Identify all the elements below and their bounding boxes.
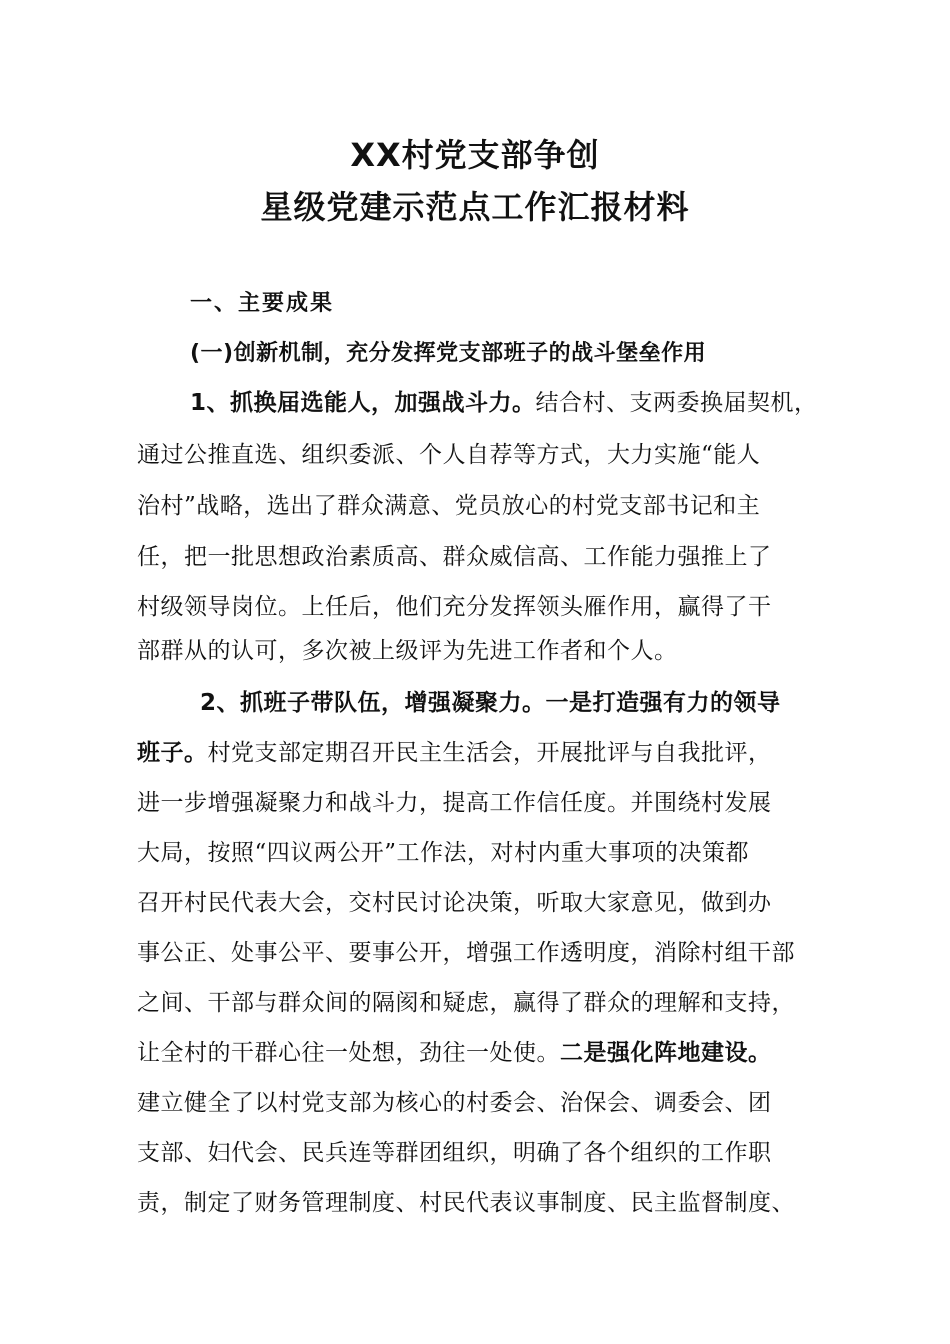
paragraph-2-line-6: 事公正、处事公平、要事公开，增强工作透明度，消除村组干部 bbox=[137, 940, 795, 966]
paragraph-2-bold-lead: 班子。 bbox=[137, 740, 208, 766]
paragraph-2-line-2-text: 村党支部定期召开民主生活会，开展批评与自我批评， bbox=[207, 740, 772, 766]
paragraph-1-line-4: 任，把一批思想政治素质高、群众威信高、工作能力强推上了 bbox=[137, 544, 772, 570]
paragraph-2-line-3: 进一步增强凝聚力和战斗力，提高工作信任度。并围绕村发展 bbox=[137, 790, 772, 816]
paragraph-2-line-11: 责，制定了财务管理制度、村民代表议事制度、民主监督制度、 bbox=[137, 1190, 795, 1216]
paragraph-1-line-1 bbox=[190, 384, 870, 417]
paragraph-2-line-1: 2、抓班子带队伍，增强凝聚力。一是打造强有力的领导 bbox=[200, 690, 781, 716]
paragraph-1-line-3: 治村”战略，选出了群众满意、党员放心的村党支部书记和主 bbox=[137, 493, 761, 519]
paragraph-2-line-4: 大局，按照“四议两公开”工作法，对村内重大事项的决策都 bbox=[137, 840, 750, 866]
section-heading: 一、主要成果 bbox=[190, 290, 335, 316]
paragraph-1-line-1-text: 结合村、支两委换届契机， bbox=[535, 390, 818, 416]
subsection-heading: (一)创新机制，充分发挥党支部班子的战斗堡垒作用 bbox=[190, 341, 707, 366]
paragraph-1-lead: 1、抓换届选能人，加强战斗力。 bbox=[190, 390, 536, 416]
paragraph-1-line-6: 部群从的认可，多次被上级评为先进工作者和个人。 bbox=[137, 638, 678, 664]
paragraph-1-line-2: 通过公推直选、组织委派、个人自荐等方式，大力实施“能人 bbox=[137, 442, 761, 468]
paragraph-2-line-7: 之间、干部与群众间的隔阂和疑虑，赢得了群众的理解和支持， bbox=[137, 990, 795, 1016]
paragraph-2-bold-phrase: 二是强化阵地建设。 bbox=[560, 1040, 772, 1066]
paragraph-2-line-2 bbox=[137, 734, 817, 767]
paragraph-2-line-9: 建立健全了以村党支部为核心的村委会、治保会、调委会、团 bbox=[137, 1090, 772, 1116]
paragraph-2-line-10: 支部、妇代会、民兵连等群团组织，明确了各个组织的工作职 bbox=[137, 1140, 772, 1166]
document-title-line-2: 星级党建示范点工作汇报材料 bbox=[260, 188, 690, 226]
document-title-line-1: XX村党支部争创 bbox=[350, 136, 600, 174]
paragraph-2-line-8-text: 让全村的干群心往一处想，劲往一处使。 bbox=[137, 1040, 560, 1066]
paragraph-2-line-5: 召开村民代表大会，交村民讨论决策，听取大家意见，做到办 bbox=[137, 890, 772, 916]
paragraph-1-line-5: 村级领导岗位。上任后，他们充分发挥领头雁作用，赢得了干 bbox=[137, 594, 772, 620]
paragraph-2-line-8 bbox=[137, 1034, 817, 1067]
